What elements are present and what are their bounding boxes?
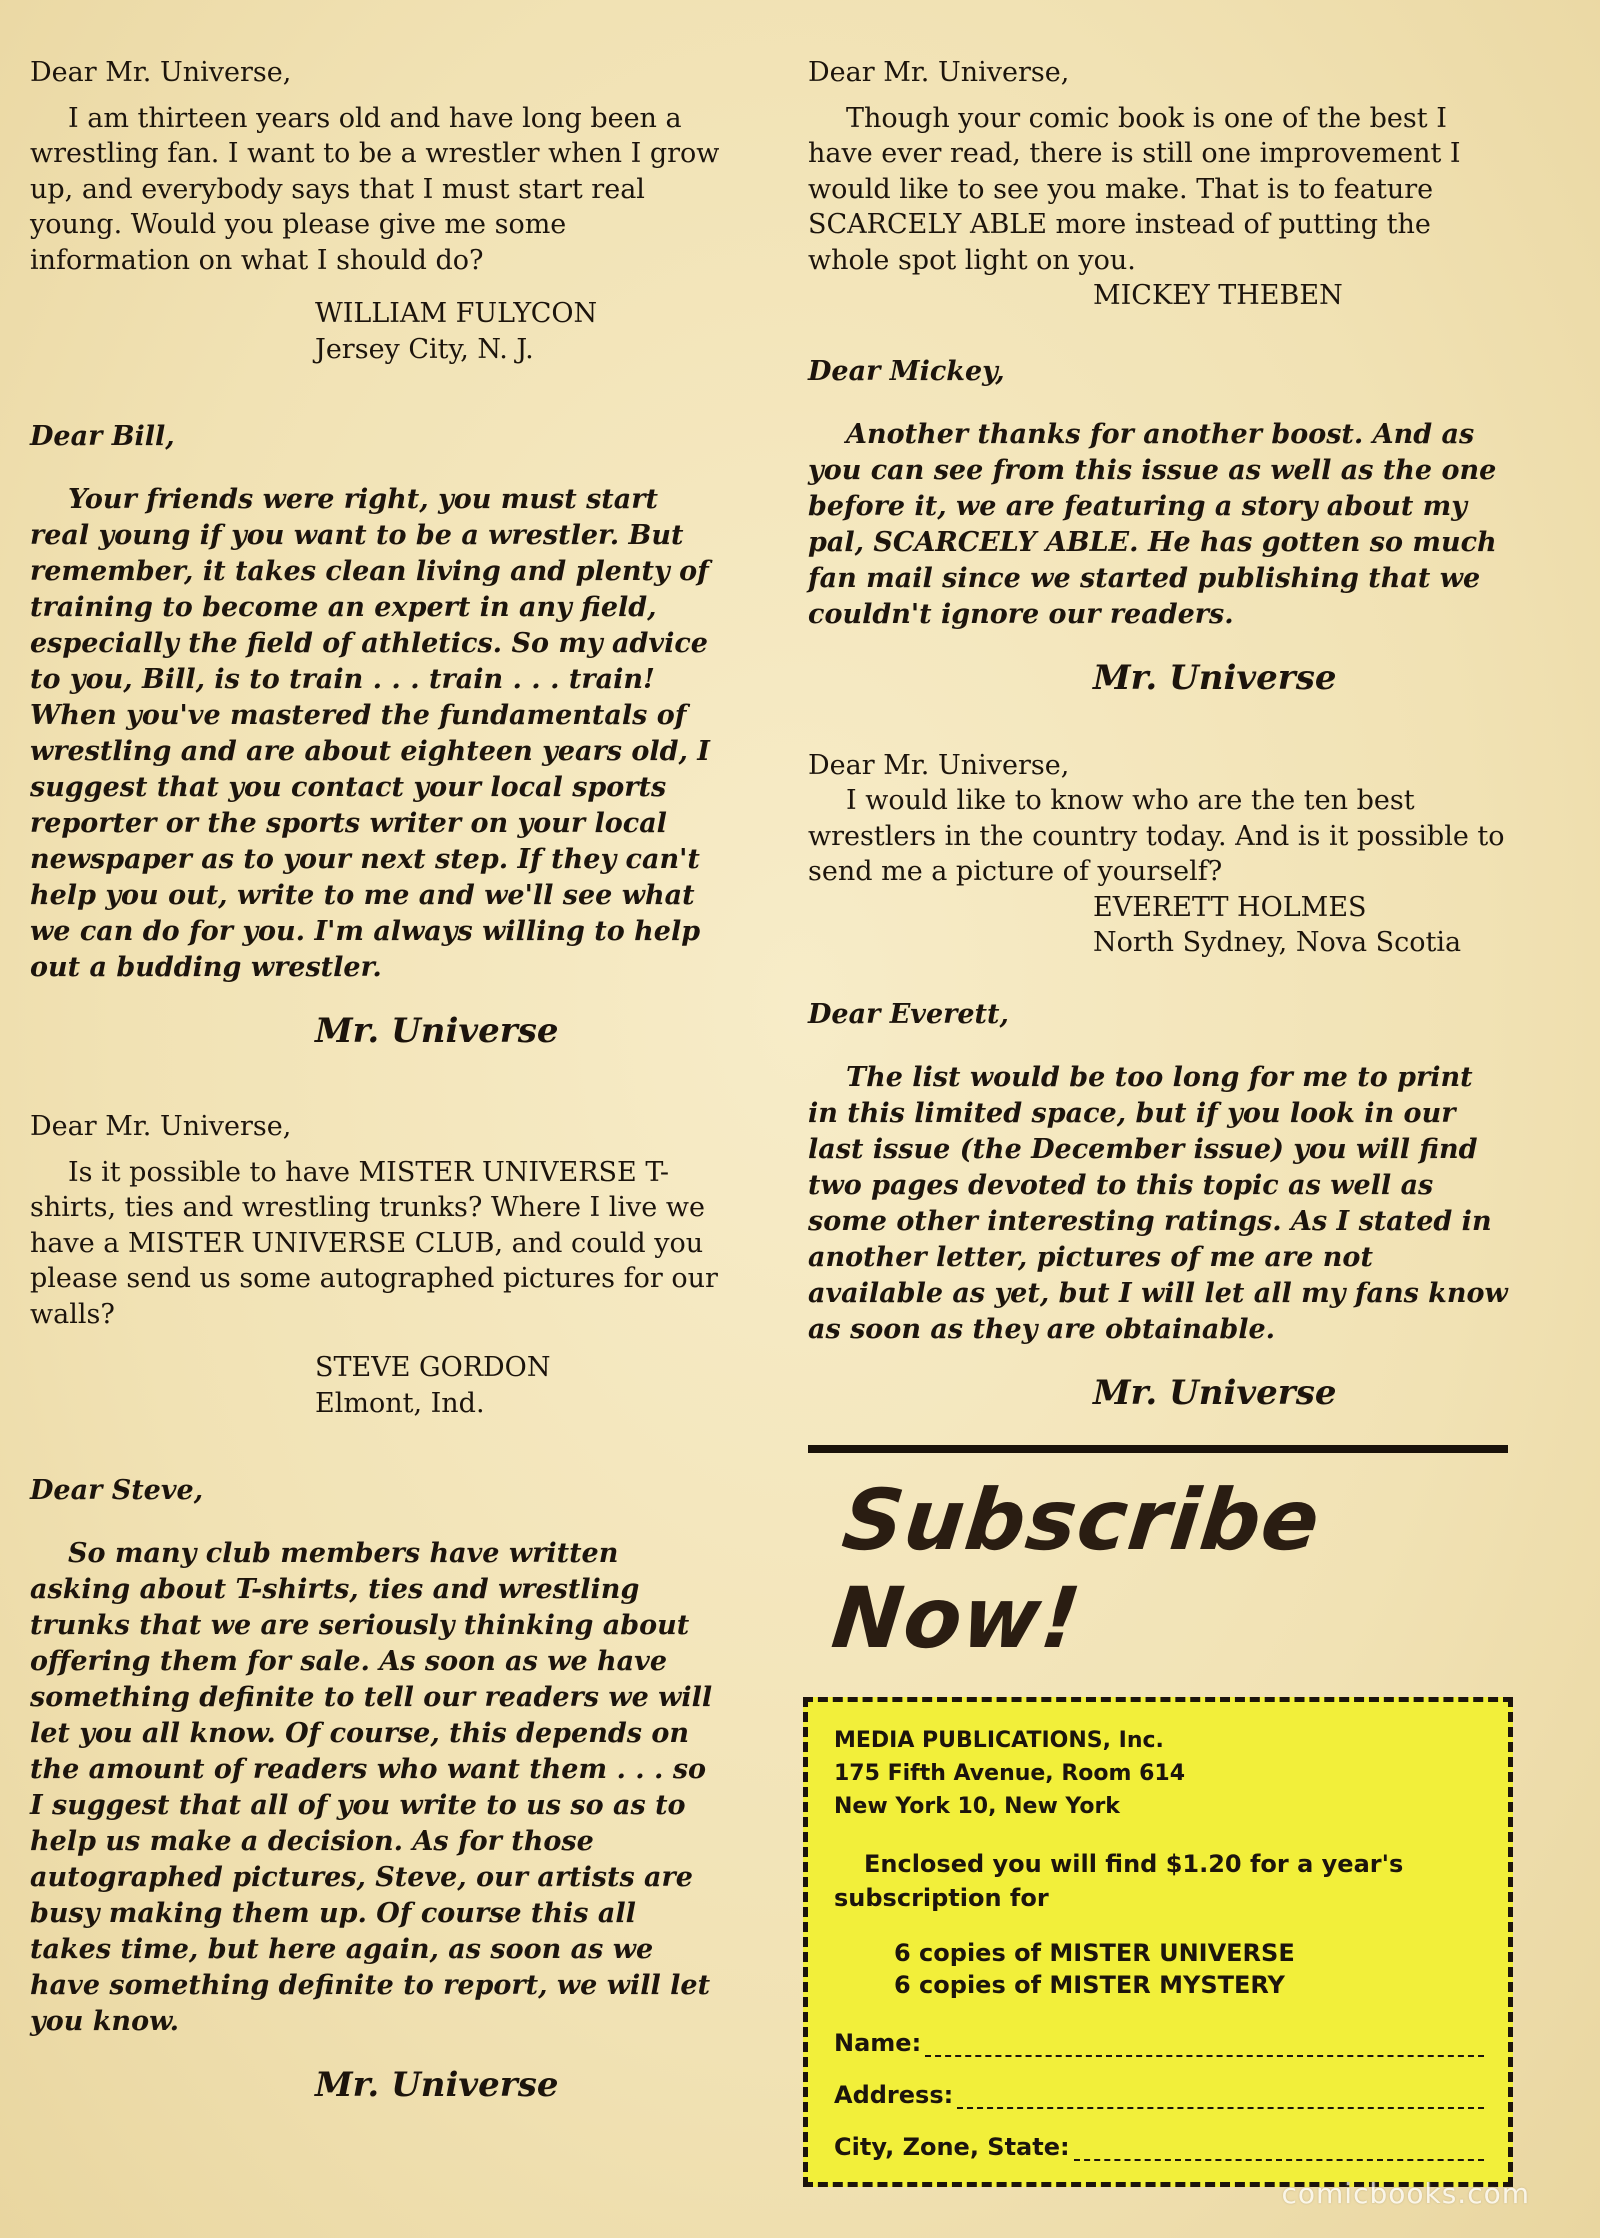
site-watermark: comicbooks.com [1281,2177,1530,2210]
letter-body: I am thirteen years old and have long been a wrestling fan. I want to be a wrestler when I grow up, and everybody says that I must start real young. Would you please give me some information on what I should do? [30,102,720,276]
city-field[interactable] [834,2133,1484,2161]
letter-author: EVERETT HOLMES [1093,891,1367,923]
address-input-line[interactable] [957,2089,1484,2109]
reply-bill [30,419,725,1049]
enclosed-line-2: subscription for [834,1883,1049,1912]
reply-mickey [808,354,1508,696]
letter-author: WILLIAM FULYCON [315,298,598,329]
reply-steve [30,1473,725,2103]
letter-author: MICKEY THEBEN [1093,280,1343,311]
letter-mickey [808,55,1508,314]
city-input-line[interactable] [1074,2141,1484,2161]
reply-everett [808,997,1508,1411]
city-label: City, Zone, State: [834,2132,1070,2161]
letter-salutation: Dear Mr. Universe, [808,749,1070,781]
name-input-line[interactable] [925,2037,1484,2057]
letter-author: STEVE GORDON [315,1352,551,1383]
letter-place: Elmont, Ind. [315,1387,485,1419]
divider-rule [808,1445,1508,1453]
letter-place: Jersey City, N. J. [315,333,534,365]
enclosed-line-1: Enclosed you will find $1.20 for a year's [864,1849,1404,1878]
reply-body: The list would be too long for me to print in this limited space, but if you look in our last issue (the December issue) you will find two pages devoted to this topic as well as some other interesting ratings. As I stated in another letter, pictures of me are not available as yet, but I will let all my fans know as soon as they are obtainable. [808,1061,1508,1345]
reply-body: Your friends were right, you must start real young if you want to be a wrestler. But remember, it takes clean living and plenty of training to become an expert in any field, especially the field of athletics. So my advice to you, Bill, is to train . . . train . . . train! When you've mastered the fundamentals of wrestling and are about eighteen years old, I suggest that you contact your local sports reporter or the sports writer on your local newspaper as to your next step. If they can't help you out, write to me and we'll see what we can do for you. I'm always willing to help out a budding wrestler. [30,484,710,983]
right-column [808,55,1508,2187]
reply-salutation: Dear Mickey, [808,355,1005,387]
subscribe-headline: Subscribe Now! [827,1470,1325,1667]
reply-signature: Mr. Universe [315,2065,559,2105]
option-mister-universe[interactable]: 6 copies of MISTER UNIVERSE [894,1938,1295,1967]
name-field[interactable] [834,2029,1484,2057]
reply-signature: Mr. Universe [1093,657,1337,698]
reply-salutation: Dear Everett, [808,998,1009,1030]
publisher-name: MEDIA PUBLICATIONS, Inc. [834,1727,1164,1753]
reply-body: So many club members have written asking about T-shirts, ties and wrestling trunks that we are seriously thinking about offering them for sale. As soon as we have something definite to tell our readers we will let you all know. Of course, this depends on the amount of readers who want them . . . so I suggest that all of you write to us so as to help us make a decision. As for those autographed pictures, Steve, our artists are busy making them up. Of course this all takes time, but here again, as soon as we have something definite to report, we will let you know. [30,1538,713,2037]
address-field[interactable] [834,2081,1484,2109]
letter-salutation: Dear Mr. Universe, [30,1111,292,1142]
letter-steve [30,1109,725,1421]
letter-body: Is it possible to have MISTER UNIVERSE T-shirts, ties and wrestling trunks? Where I live we have a MISTER UNIVERSE CLUB, and could you please send us some autographed pictures for our walls? [30,1156,718,1330]
letter-body: I would like to know who are the ten best wrestlers in the country today. And is it possible to send me a picture of yourself? [808,785,1505,887]
publisher-street: 175 Fifth Avenue, Room 614 [834,1760,1186,1786]
subscription-coupon [803,1697,1513,2187]
left-column [30,55,725,2137]
letter-salutation: Dear Mr. Universe, [808,57,1070,88]
letter-william [30,55,725,367]
reply-signature: Mr. Universe [315,1011,559,1051]
letter-body: Though your comic book is one of the best I have ever read, there is still one improvement I would like to see you make. That is to feature SCARCELY ABLE more instead of putting the whole spot light on you. [808,102,1461,276]
option-mister-mystery[interactable]: 6 copies of MISTER MYSTERY [894,1970,1285,1999]
letter-everett [808,748,1508,961]
name-label: Name: [834,2028,922,2057]
reply-signature: Mr. Universe [1093,1372,1337,1413]
publisher-city: New York 10, New York [834,1793,1120,1819]
letter-place: North Sydney, Nova Scotia [1093,927,1462,958]
reply-salutation: Dear Steve, [30,1475,204,1506]
reply-body: Another thanks for another boost. And as you can see from this issue as well as the one before it, we are featuring a story about my pal, SCARCELY ABLE. He has gotten so much fan mail since we started publishing that we couldn't ignore our readers. [808,418,1497,630]
address-label: Address: [834,2080,954,2109]
reply-salutation: Dear Bill, [30,421,175,452]
enclosed-text [834,1847,1484,1915]
letter-salutation: Dear Mr. Universe, [30,57,292,88]
subscription-options [894,1937,1484,2001]
